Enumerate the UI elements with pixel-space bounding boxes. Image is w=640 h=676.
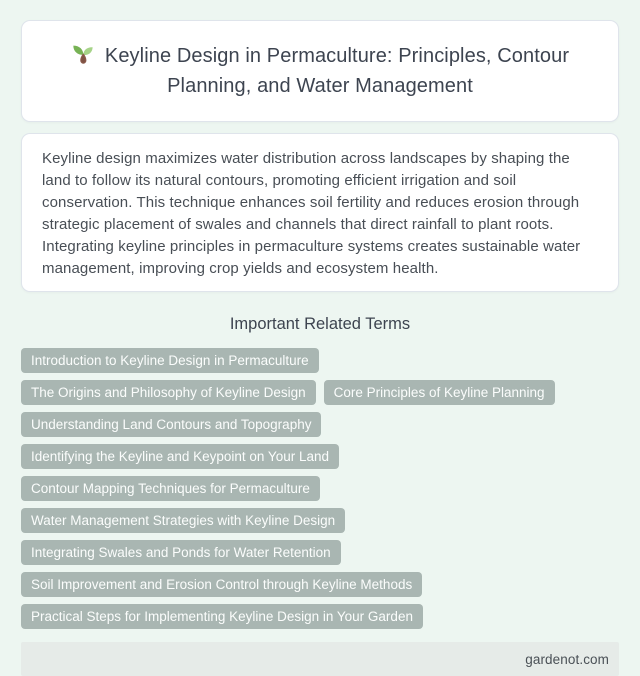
related-term-tag[interactable]: Integrating Swales and Ponds for Water Retention [21,540,341,565]
related-term-tag[interactable]: Water Management Strategies with Keyline Design [21,508,345,533]
seedling-icon [71,42,95,66]
page-title-text: Keyline Design in Permaculture: Principles, Contour Planning, and Water Management [104,45,570,97]
related-term-tag[interactable]: Identifying the Keyline and Keypoint on Your Land [21,444,339,469]
related-term-tag[interactable]: The Origins and Philosophy of Keyline Design [21,380,316,405]
related-term-tag[interactable]: Soil Improvement and Erosion Control through Keyline Methods [21,572,422,597]
page-title [70,41,570,101]
related-term-tag[interactable]: Practical Steps for Implementing Keyline Design in Your Garden [21,604,423,629]
summary-text: Keyline design maximizes water distribution across landscapes by shaping the land to follow its natural contours, promoting efficient irrigation and soil conservation. This technique enhances soil fertility and reduces erosion through strategic placement of swales and channels that direct rainfall to plant roots. Integrating keyline principles in permaculture systems creates sustainable water management, improving crop yields and ecosystem health. [42,150,581,277]
related-term-tag[interactable]: Introduction to Keyline Design in Permaculture [21,348,319,373]
summary-card [21,133,619,292]
footer-bar [21,642,619,676]
title-card [21,20,619,122]
related-terms-list [21,348,619,629]
related-term-tag[interactable]: Contour Mapping Techniques for Permaculture [21,476,320,501]
related-terms-heading: Important Related Terms [229,315,411,333]
related-term-tag[interactable]: Core Principles of Keyline Planning [324,380,555,405]
related-term-tag[interactable]: Understanding Land Contours and Topography [21,412,321,437]
footer-site-label: gardenot.com [525,651,609,667]
